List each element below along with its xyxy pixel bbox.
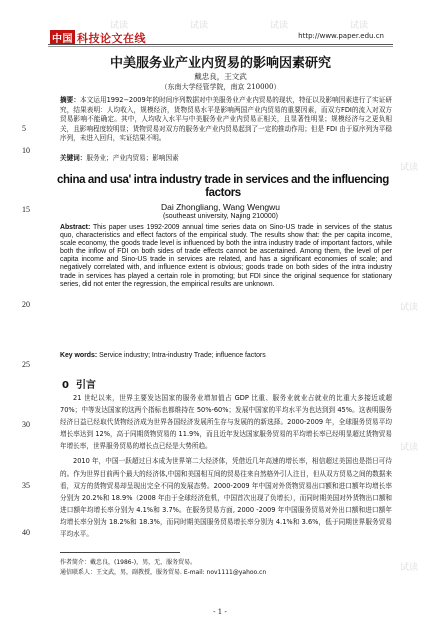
abstract-cn-label: 摘要： — [60, 96, 80, 104]
page-number: - 1 - — [213, 608, 227, 616]
logo-text: 科技论文在线 — [77, 32, 146, 45]
line-number: 40 — [22, 528, 30, 537]
keywords-cn-label: 关键词： — [60, 154, 87, 162]
line-number: 30 — [22, 420, 30, 429]
authors-cn: 戴忠良，王文武 — [194, 72, 247, 81]
paragraph: 2010 年，中国一跃超过日本成为世界第二大经济体，凭借近几年高速的增长率，相信超过美国也是指日可待的。作为世界目前两个最大的经济体,中国和美国相互间的贸易往来自然格外引人注目，但从双方贸易之间的数据来看，双方的货物贸易却呈现出完全不同的发展态势。2000-2009 年中国对外货物贸易出口额和进口额年均增长率分别为 20.2%和 18.9%（2008 年由于全球经济危机，中国首次出现了负增长），而同时期美国对外货物出口额和进口额年均增长率分别为 4.1%和 3.7%。在服务贸易方面, 2000 -2009 年中国服务贸易对外出口额和进口额年均增长率分别为 18.2%和 18.3%，而同时期美国服务贸易增长率分别为 4.1%和 3.6%，低于同期世界服务贸易平均水平。 — [60, 457, 393, 539]
abstract-en — [60, 224, 392, 289]
abstract-en-label: Abstract: — [60, 224, 91, 231]
abstract-cn-text: 本文运用1992−2009年的时间序列数据对中美服务业产业内贸易的现状，特征以及影响因素进行了实证研究，结果表明：人均收入，规模经济，货物贸易水平是影响两国产业内贸易的重要因素，而双方FDI的流入对双方贸易影响不能确定。其中，人均收入水平与中美服务业产业内贸易正相关，且显著性明显；规模经济与之更负相关，且影响程度较明显；货物贸易对双方的服务业产业内贸易起到了一定的推动作用；但是 FDI 由于原序列为平稳序列，未进入回归，实证结果不明。 — [60, 96, 393, 143]
watermark: 试读 — [400, 163, 419, 173]
line-number: 35 — [22, 481, 30, 490]
paper-title-en: china and usa' intra industry trade in services and the influencing factors — [57, 174, 389, 199]
abstract-cn — [60, 96, 392, 144]
abstract-en-text: This paper uses 1992-2009 annual time series data on Sino-US trade in services of the status quo, characteristics and effect factors of the empirical study. The results show that: the per capita income, scale economy, the goods trade level is influenced by both the intra industry trade of important factors, while both the inflow of FDI on both sides of trade effects cannot be ascertained. Among them, the level of per capita income and Sino-US trade in services are related, and has a significant economies of scale; and negatively correlated with, and influence extent is obvious; goods trade on both sides of the intra industry trade in services has played a certain role in promoting; but FDI since the original sequence for stationary series, did not enter the regression, the empirical results are unknown. — [60, 224, 392, 288]
header-rule — [48, 44, 393, 45]
keywords-cn-text: 服务业；产业内贸易；影响因素 — [86, 154, 179, 162]
logo-china-badge: 中国 — [50, 30, 75, 45]
body-text — [60, 392, 392, 540]
watermark: 试读 — [400, 563, 419, 573]
watermark: 试读 — [350, 21, 369, 31]
line-number: 10 — [22, 146, 30, 155]
affiliation-cn: （东南大学经管学院，南京 210000） — [160, 83, 281, 91]
paragraph: 21 世纪以来，世界主要发达国家的服务业增加值占 GDP 比重、服务业就业占就业的比重大多接近或超 70%；中等发达国家的这两个指标也都维持在 50%-60%；发展中国家的平均水平为也达到到 45%。这表明服务经济日益已经取代货物经济成为世界各国经济发展所生存与发展的的新选择。2000-2009 年，全球服务贸易平均增长率达到 12%，高于同期货物贸易的 11.9%，而且近年发达国家服务贸易的平均增长率已经明显超过货物贸易年增长率，世界服务贸易的增长点已经是大势所趋。 — [60, 394, 392, 451]
watermark: 试读 — [110, 21, 129, 31]
keywords-cn — [60, 154, 392, 163]
authors-en: Dai Zhongliang, Wang Wengwu — [160, 202, 281, 212]
line-number: 5 — [22, 124, 26, 133]
watermark: 试读 — [400, 443, 419, 453]
line-number: 15 — [22, 205, 30, 214]
footnote-author: 作者简介：戴忠良，(1986-)，男，无，服务贸易。 — [60, 559, 197, 566]
footnote-rule — [60, 552, 180, 553]
keywords-en-label: Key words: — [60, 352, 98, 359]
watermark: 试读 — [190, 21, 209, 31]
watermark: 试读 — [270, 21, 289, 31]
affiliation-en: (southeast university, Najing 210000) — [162, 213, 279, 220]
watermark: 试读 — [400, 303, 419, 313]
keywords-en — [60, 352, 392, 359]
line-number: 20 — [22, 300, 30, 309]
section-heading — [62, 376, 96, 391]
section-number: 0 — [62, 380, 69, 391]
header — [0, 0, 440, 44]
paper-title-cn: 中美服务业产业内贸易的影响因素研究 — [109, 56, 331, 71]
keywords-en-text: Service industry; Intra-industry Trade; influence factors — [99, 352, 266, 359]
line-number: 25 — [22, 360, 30, 369]
header-rule-thin — [48, 46, 393, 47]
footnote-contact: 通信联系人：王文武，男，副教授，服务贸易. E-mail: nov1111@yahoo.cn — [60, 569, 267, 576]
section-title: 引言 — [75, 380, 96, 391]
journal-url[interactable]: http://www.paper.edu.cn — [298, 32, 384, 40]
